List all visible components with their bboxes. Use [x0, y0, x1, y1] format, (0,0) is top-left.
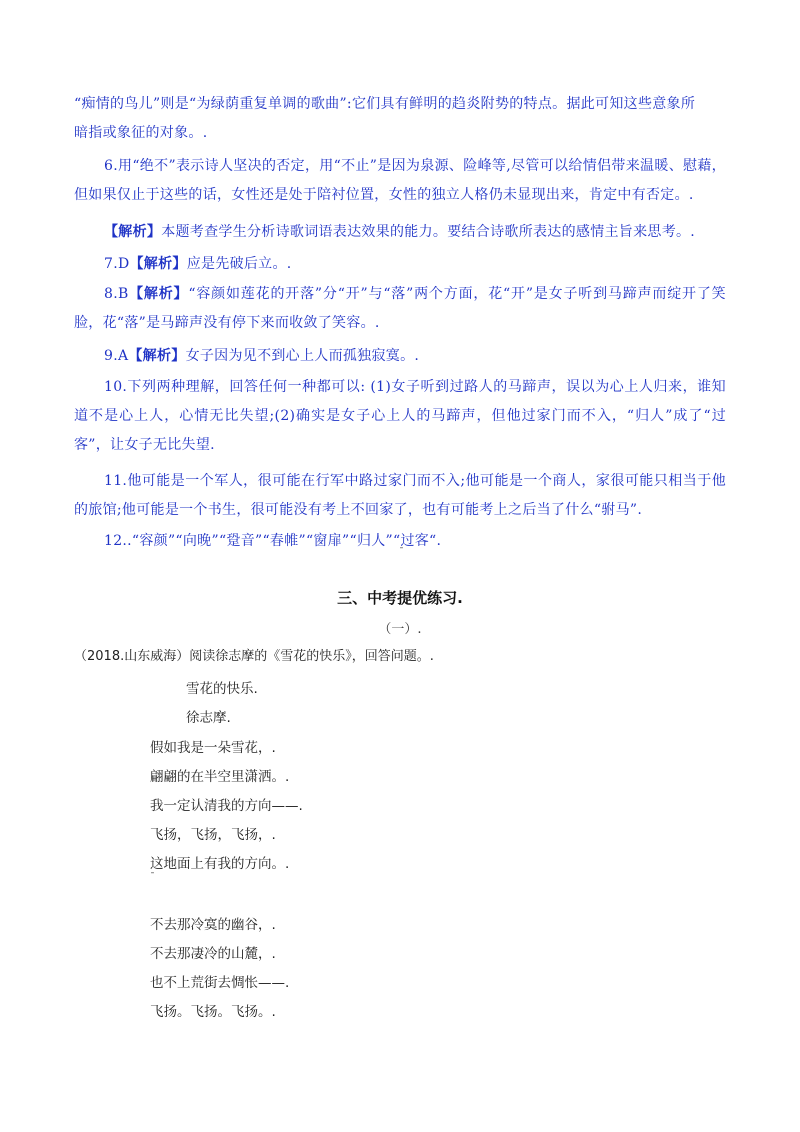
answer-text: 10.下列两种理解，回答任何一种都可以: (1)女子听到过路人的马蹄声，误以为心上人归来，谁知道不是心上人，心情无比失望;(2)确实是女子心上人的马蹄声，但他过家门而不入，“归人”成了“过客”，让女子无比失望.: [74, 379, 726, 453]
answer-q11: [74, 467, 726, 525]
analysis-tag: 【解析】: [129, 256, 187, 272]
answer-line-a2: [74, 119, 726, 148]
poem-line: 不去那凄冷的山麓，.: [150, 946, 276, 962]
section-title: 三、中考提优练习.: [337, 589, 463, 607]
poem-author: 徐志摩.: [186, 710, 231, 726]
poem-line: 我一定认清我的方向——.: [150, 798, 303, 814]
answer-text: 12..“容颜”“向晚”“跫音”“春帷”“窗扉”“归人”“过客“.: [104, 533, 442, 549]
analysis-text: 女子因为见不到心上人而孤独寂寞。.: [185, 348, 420, 364]
answer-line-a1: [74, 90, 726, 119]
answer-q8: [74, 280, 726, 338]
answer-text: 11.他可能是一个军人，很可能在行军中路过家门而不入;他可能是一个商人，家很可能只相当于他的旅馆;他可能是一个书生，很可能没有考上不回家了，也有可能考上之后当了什么“驸马”.: [74, 473, 726, 518]
answer-q6: [74, 152, 726, 210]
poem-line: 不去那冷寞的幽谷，.: [150, 917, 276, 933]
analysis-tag: 【解析】: [104, 224, 162, 240]
analysis-tag: 【解析】: [128, 286, 189, 302]
poem-line: 也不上荒街去惆怅——.: [150, 975, 290, 991]
poem-line: 飞扬。飞扬。飞扬。.: [150, 1004, 276, 1020]
answer-prefix: 7.D: [104, 256, 130, 272]
answer-prefix: 9.A: [104, 348, 129, 364]
analysis-text: 本题考查学生分析诗歌词语表达效果的能力。要结合诗歌所表达的感情主旨来思考。.: [161, 224, 696, 240]
answer-text: 6.用“绝不”表示诗人坚决的否定，用“不止”是因为泉源、险峰等,尽管可以给情侣带来温暖、慰藉，但如果仅止于这些的话，女性还是处于陪衬位置，女性的独立人格仍未显现出来，肯定中有否定。.: [74, 158, 726, 203]
answer-text: “痴情的鸟儿”则是“为绿荫重复单调的歌曲”:它们具有鲜明的趋炎附势的特点。据此可知这些意象所: [74, 96, 696, 112]
section-intro: （2018.山东威海）阅读徐志摩的《雪花的快乐》，回答问题。.: [74, 649, 434, 664]
answer-q10: [74, 373, 726, 460]
answer-q7: [74, 250, 726, 279]
poem-line: 假如我是一朵雪花，.: [150, 740, 276, 756]
answer-prefix: 8.B: [104, 286, 129, 302]
poem-title: 雪花的快乐.: [186, 681, 258, 697]
paragraph-mark: ¯: [399, 547, 404, 558]
answer-q9: [74, 342, 726, 371]
answer-text: 暗指或象征的对象。.: [74, 125, 208, 141]
analysis-tag: 【解析】: [128, 348, 186, 364]
poem-line: 这地面上有我的方向。.: [150, 856, 290, 872]
paragraph-mark: ¯: [150, 872, 155, 883]
answer-q6-analysis: [74, 218, 726, 247]
poem-line: 翩翩的在半空里潇洒。.: [150, 769, 290, 785]
section-subtitle: （一）.: [378, 622, 422, 637]
poem-line: 飞扬，飞扬，飞扬，.: [150, 827, 276, 843]
analysis-text: “容颜如莲花的开落”分“开”与“落”两个方面，花“开”是女子听到马蹄声而绽开了笑脸，花“落”是马蹄声没有停下来而收敛了笑容。.: [74, 286, 726, 331]
analysis-text: 应是先破后立。.: [186, 256, 292, 272]
